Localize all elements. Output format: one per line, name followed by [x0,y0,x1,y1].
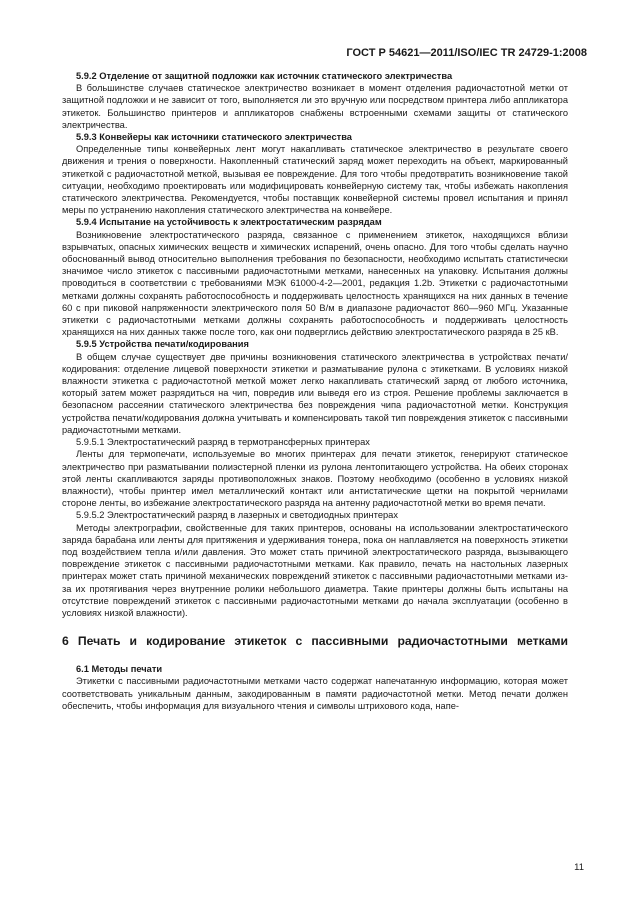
standard-header: ГОСТ Р 54621—2011/ISO/IEC TR 24729-1:2008 [346,47,587,59]
section-5-9-3-title: 5.9.3 Конвейеры как источники статического электричества [76,132,352,143]
section-5-9-5-1-paragraph: Ленты для термопечати, используемые во многих принтерах для печати этикеток, генерируют статическое электричество при разматывании полиэстерной пленки из рулона лентопитающего устройства. На обеих сторонах этой ленты скапливаются заряды противоположных знаков. Поэтому необходимо (особенно в условиях низкой влажности), чтобы принтер имел металлический контакт или антистатические щетки на покрытой чернилами стороне ленты, во избежание электростатического разряда на антенну радиочастотной метки во время печати. [62,449,568,509]
section-5-9-5-title: 5.9.5 Устройства печати/кодирования [76,339,249,350]
section-6-1-paragraph: Этикетки с пассивными радиочастотными метками часто содержат напечатанную информацию, которая может соответствовать уникальным данным, закодированным в памяти радиочастотной метки. Метод печати должен обеспечить, чтобы информация для визуального чтения и символы штрихового кода, напе- [62,676,568,711]
section-5-9-5-1-title: 5.9.5.1 Электростатический разряд в термотрансферных принтерах [76,437,370,448]
section-5-9-5-2-paragraph: Методы электрографии, свойственные для таких принтеров, основаны на использовании электростатического заряда барабана или ленты для притяжения и удерживания тонера, пока он наплавляется на поверхность этикетки под воздействием тепла и/или давления. Это может стать причиной электростатического разряда, вызывающего повреждение этикеток с пассивными радиочастотными метками. Как правило, печать на настольных лазерных принтерах может стать причиной механических повреждений этикеток с пассивными радиочастотными метками из-за их протягивания через внутренние ролики небольшого диаметра. Такие принтеры должны быть испытаны на отсутствие повреждений этикеток с пассивными радиочастотными метками до начала эксплуатации (особенно в условиях низкой влажности). [62,522,568,618]
section-5-9-2-paragraph: В большинстве случаев статическое электричество возникает в момент отделения радиочастотной метки от защитной подложки и не зависит от того, выполняется ли это вручную или посредством принтера либо аппликатора этикеток. Большинство принтеров и аппликаторов снабжены встроенными схемами защиты от статического электричества. [62,83,568,130]
section-5-9-5-2-title: 5.9.5.2 Электростатический разряд в лазерных и светодиодных принтерах [76,510,398,521]
section-5-9-4-paragraph: Возникновение электростатического разряда, связанное с применением этикеток, находящихся вблизи взрывчатых, опасных химических веществ и химических испарений, очень опасно. Для того чтобы сделать научно обоснованный вывод относительно выполнения требования по безопасности, необходимо испытать статистически значимое число этикеток с пассивными радиочастотными метками, нанесенных на упаковку. Испытания должны проводиться в соответствии с требованиями МЭК 61000-4-2—2001, редакция 1.2b. Этикетки с радиочастотными метками должны сохранять работоспособность и поддерживать целостность хранящихся на них данных в течение 60 с при пиковой напряженности электрического поля 50 В/м в диапазоне радиочастот 860—960 МГц. Указанные этикетки с радиочастотными метками должны сохранять работоспособность и поддерживать целостность хранящихся на них данных также после того, как они подверглись действию электростатического разряда в 25 кВ. [62,229,568,338]
page-content [62,70,568,712]
section-5-9-4-title: 5.9.4 Испытание на устойчивость к электростатическим разрядам [76,217,382,228]
section-6-title: 6 Печать и кодирование этикеток с пассивными радиочастотными метками [62,634,568,649]
section-5-9-2-title: 5.9.2 Отделение от защитной подложки как источник статического электричества [76,71,453,81]
section-6-1-title: 6.1 Методы печати [76,664,163,675]
page-number: 11 [574,862,584,873]
section-5-9-3-paragraph: Определенные типы конвейерных лент могут накапливать статическое электричество в результате своего движения и трения о поверхности. Накопленный статический заряд может переходить на объект, маркированный этикеткой с радиочастотной меткой, вызывая ее повреждение. Для того чтобы предотвратить возникновение такой ситуации, необходимо проектировать или модифицировать конвейерную систему так, чтобы избежать накопления статического электричества. Рекомендуется, чтобы поставщик конвейерной системы провел испытания и принял меры по устранению накопления статического электричества на конвейере. [62,144,568,216]
section-5-9-5-paragraph: В общем случае существует две причины возникновения статического электричества в устройствах печати/кодирования: отделение лицевой поверхности этикетки и разматывание рулона с этикетками. В условиях низкой влажности этикетка с радиочастотной меткой может легко накапливать статический заряд от любого источника, который затем может разрядиться на чип, повредив или выведя его из строя. Решение проблемы заключается в безопасном рассеянии статического электричества без повреждения чипа радиочастотной метки. Конструкция устройства печати/кодирования должна учитывать и компенсировать такой тип повреждения этикеток с пассивными радиочастотными метками. [62,351,568,435]
